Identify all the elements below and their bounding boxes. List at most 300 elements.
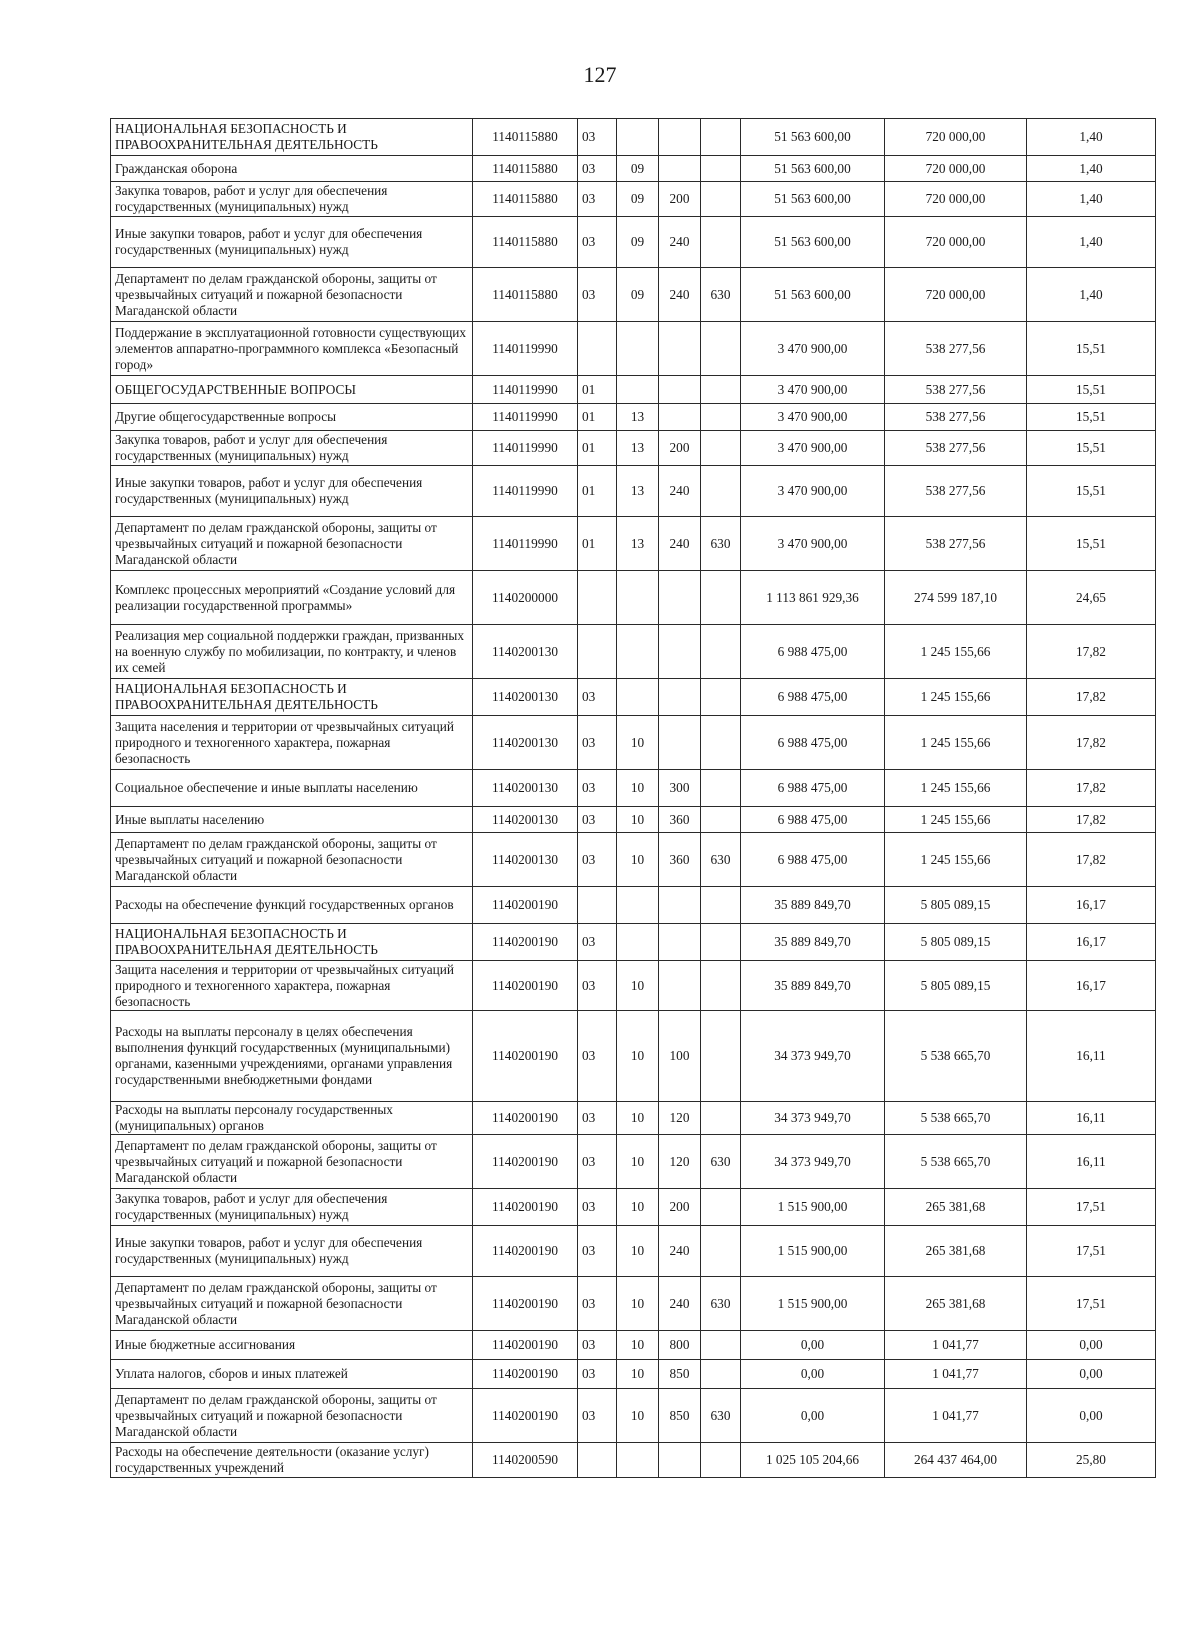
row-name: Департамент по делам гражданской обороны, защиты от чрезвычайных ситуаций и пожарной безопасности Магаданской области — [111, 517, 473, 571]
subsection-code: 10 — [617, 1277, 659, 1331]
actual-amount: 1 245 155,66 — [885, 679, 1027, 716]
expense-type-code: 200 — [659, 182, 701, 217]
row-name: Иные бюджетные ассигнования — [111, 1331, 473, 1360]
target-article-code: 1140200130 — [473, 807, 578, 833]
planned-amount: 35 889 849,70 — [741, 887, 885, 924]
planned-amount: 0,00 — [741, 1331, 885, 1360]
actual-amount: 538 277,56 — [885, 376, 1027, 404]
subsection-code: 10 — [617, 833, 659, 887]
row-name: Гражданская оборона — [111, 156, 473, 182]
row-name: Закупка товаров, работ и услуг для обеспечения государственных (муниципальных) нужд — [111, 182, 473, 217]
row-name: НАЦИОНАЛЬНАЯ БЕЗОПАСНОСТЬ И ПРАВООХРАНИТЕЛЬНАЯ ДЕЯТЕЛЬНОСТЬ — [111, 679, 473, 716]
department-code — [701, 466, 741, 517]
actual-amount: 1 245 155,66 — [885, 807, 1027, 833]
section-code — [578, 1443, 617, 1478]
row-name: ОБЩЕГОСУДАРСТВЕННЫЕ ВОПРОСЫ — [111, 376, 473, 404]
planned-amount: 35 889 849,70 — [741, 924, 885, 961]
actual-amount: 265 381,68 — [885, 1277, 1027, 1331]
actual-amount: 1 245 155,66 — [885, 833, 1027, 887]
planned-amount: 3 470 900,00 — [741, 376, 885, 404]
planned-amount: 3 470 900,00 — [741, 404, 885, 431]
planned-amount: 6 988 475,00 — [741, 833, 885, 887]
department-code: 630 — [701, 517, 741, 571]
subsection-code: 10 — [617, 1135, 659, 1189]
table-row — [111, 466, 1156, 517]
subsection-code: 10 — [617, 1102, 659, 1135]
planned-amount: 51 563 600,00 — [741, 268, 885, 322]
subsection-code — [617, 571, 659, 625]
target-article-code: 1140200190 — [473, 1011, 578, 1102]
department-code — [701, 807, 741, 833]
planned-amount: 6 988 475,00 — [741, 625, 885, 679]
actual-amount: 720 000,00 — [885, 156, 1027, 182]
subsection-code: 10 — [617, 1360, 659, 1389]
expense-type-code: 240 — [659, 1226, 701, 1277]
execution-percent: 17,82 — [1027, 625, 1156, 679]
actual-amount: 264 437 464,00 — [885, 1443, 1027, 1478]
section-code: 03 — [578, 268, 617, 322]
actual-amount: 720 000,00 — [885, 268, 1027, 322]
table-row — [111, 119, 1156, 156]
subsection-code — [617, 924, 659, 961]
actual-amount: 720 000,00 — [885, 119, 1027, 156]
expense-type-code — [659, 156, 701, 182]
table-row — [111, 716, 1156, 770]
subsection-code — [617, 625, 659, 679]
target-article-code: 1140119990 — [473, 431, 578, 466]
actual-amount: 5 805 089,15 — [885, 924, 1027, 961]
target-article-code: 1140115880 — [473, 156, 578, 182]
execution-percent: 25,80 — [1027, 1443, 1156, 1478]
target-article-code: 1140119990 — [473, 466, 578, 517]
section-code: 03 — [578, 924, 617, 961]
table-row — [111, 404, 1156, 431]
section-code: 03 — [578, 1360, 617, 1389]
section-code: 03 — [578, 1389, 617, 1443]
target-article-code: 1140200190 — [473, 1226, 578, 1277]
section-code: 03 — [578, 833, 617, 887]
section-code: 01 — [578, 517, 617, 571]
subsection-code: 13 — [617, 466, 659, 517]
target-article-code: 1140115880 — [473, 182, 578, 217]
table-row — [111, 833, 1156, 887]
target-article-code: 1140200190 — [473, 1189, 578, 1226]
planned-amount: 3 470 900,00 — [741, 322, 885, 376]
planned-amount: 6 988 475,00 — [741, 770, 885, 807]
execution-percent: 16,17 — [1027, 887, 1156, 924]
row-name: Поддержание в эксплуатационной готовности существующих элементов аппаратно-программного комплекса «Безопасный город» — [111, 322, 473, 376]
actual-amount: 5 538 665,70 — [885, 1102, 1027, 1135]
table-row — [111, 1389, 1156, 1443]
section-code: 03 — [578, 807, 617, 833]
subsection-code: 13 — [617, 517, 659, 571]
section-code — [578, 322, 617, 376]
table-row — [111, 1277, 1156, 1331]
table-row — [111, 1011, 1156, 1102]
department-code — [701, 1360, 741, 1389]
target-article-code: 1140200190 — [473, 1360, 578, 1389]
table-row — [111, 268, 1156, 322]
department-code — [701, 924, 741, 961]
actual-amount: 1 041,77 — [885, 1389, 1027, 1443]
expense-type-code — [659, 625, 701, 679]
target-article-code: 1140200130 — [473, 716, 578, 770]
department-code — [701, 1226, 741, 1277]
expense-type-code: 240 — [659, 217, 701, 268]
planned-amount: 1 515 900,00 — [741, 1189, 885, 1226]
subsection-code — [617, 322, 659, 376]
row-name: Реализация мер социальной поддержки граждан, призванных на военную службу по мобилизации, по контракту, и членов их семей — [111, 625, 473, 679]
planned-amount: 0,00 — [741, 1389, 885, 1443]
section-code: 01 — [578, 466, 617, 517]
row-name: Расходы на обеспечение функций государственных органов — [111, 887, 473, 924]
subsection-code — [617, 119, 659, 156]
expense-type-code: 240 — [659, 1277, 701, 1331]
target-article-code: 1140200190 — [473, 1389, 578, 1443]
target-article-code: 1140115880 — [473, 119, 578, 156]
planned-amount: 3 470 900,00 — [741, 431, 885, 466]
actual-amount: 1 041,77 — [885, 1331, 1027, 1360]
execution-percent: 17,82 — [1027, 716, 1156, 770]
execution-percent: 1,40 — [1027, 217, 1156, 268]
target-article-code: 1140200130 — [473, 625, 578, 679]
table-row — [111, 1189, 1156, 1226]
subsection-code — [617, 1443, 659, 1478]
expense-type-code: 100 — [659, 1011, 701, 1102]
execution-percent: 17,51 — [1027, 1226, 1156, 1277]
row-name: Иные закупки товаров, работ и услуг для обеспечения государственных (муниципальных) нужд — [111, 217, 473, 268]
department-code — [701, 156, 741, 182]
department-code: 630 — [701, 1277, 741, 1331]
actual-amount: 538 277,56 — [885, 404, 1027, 431]
target-article-code: 1140119990 — [473, 322, 578, 376]
planned-amount: 3 470 900,00 — [741, 517, 885, 571]
execution-percent: 24,65 — [1027, 571, 1156, 625]
actual-amount: 1 245 155,66 — [885, 770, 1027, 807]
actual-amount: 5 538 665,70 — [885, 1011, 1027, 1102]
row-name: Защита населения и территории от чрезвычайных ситуаций природного и техногенного характера, пожарная безопасность — [111, 716, 473, 770]
department-code — [701, 887, 741, 924]
execution-percent: 1,40 — [1027, 156, 1156, 182]
target-article-code: 1140200190 — [473, 961, 578, 1011]
row-name: Защита населения и территории от чрезвычайных ситуаций природного и техногенного характера, пожарная безопасность — [111, 961, 473, 1011]
execution-percent: 0,00 — [1027, 1360, 1156, 1389]
target-article-code: 1140200130 — [473, 679, 578, 716]
subsection-code — [617, 887, 659, 924]
subsection-code: 10 — [617, 1331, 659, 1360]
department-code — [701, 1443, 741, 1478]
row-name: Иные закупки товаров, работ и услуг для обеспечения государственных (муниципальных) нужд — [111, 1226, 473, 1277]
department-code — [701, 716, 741, 770]
target-article-code: 1140200190 — [473, 1331, 578, 1360]
row-name: Расходы на обеспечение деятельности (оказание услуг) государственных учреждений — [111, 1443, 473, 1478]
expense-type-code — [659, 119, 701, 156]
table-row — [111, 431, 1156, 466]
planned-amount: 35 889 849,70 — [741, 961, 885, 1011]
table-row — [111, 322, 1156, 376]
expense-type-code: 200 — [659, 431, 701, 466]
actual-amount: 720 000,00 — [885, 217, 1027, 268]
actual-amount: 720 000,00 — [885, 182, 1027, 217]
subsection-code: 09 — [617, 156, 659, 182]
execution-percent: 0,00 — [1027, 1331, 1156, 1360]
execution-percent: 15,51 — [1027, 431, 1156, 466]
table-row — [111, 625, 1156, 679]
row-name: Департамент по делам гражданской обороны, защиты от чрезвычайных ситуаций и пожарной безопасности Магаданской области — [111, 268, 473, 322]
table-row — [111, 770, 1156, 807]
expense-type-code: 120 — [659, 1102, 701, 1135]
table-row — [111, 517, 1156, 571]
row-name: Департамент по делам гражданской обороны, защиты от чрезвычайных ситуаций и пожарной безопасности Магаданской области — [111, 833, 473, 887]
expense-type-code: 240 — [659, 466, 701, 517]
department-code — [701, 1331, 741, 1360]
planned-amount: 51 563 600,00 — [741, 182, 885, 217]
expense-type-code — [659, 571, 701, 625]
subsection-code: 13 — [617, 431, 659, 466]
department-code — [701, 1189, 741, 1226]
subsection-code: 10 — [617, 1011, 659, 1102]
subsection-code: 09 — [617, 182, 659, 217]
actual-amount: 5 805 089,15 — [885, 961, 1027, 1011]
table-row — [111, 961, 1156, 1011]
expense-type-code — [659, 679, 701, 716]
target-article-code: 1140200130 — [473, 833, 578, 887]
expense-type-code: 850 — [659, 1389, 701, 1443]
section-code: 01 — [578, 404, 617, 431]
actual-amount: 1 245 155,66 — [885, 625, 1027, 679]
section-code: 03 — [578, 156, 617, 182]
target-article-code: 1140200130 — [473, 770, 578, 807]
section-code: 03 — [578, 1277, 617, 1331]
planned-amount: 6 988 475,00 — [741, 716, 885, 770]
expense-type-code — [659, 924, 701, 961]
actual-amount: 538 277,56 — [885, 431, 1027, 466]
subsection-code: 10 — [617, 961, 659, 1011]
row-name: Закупка товаров, работ и услуг для обеспечения государственных (муниципальных) нужд — [111, 431, 473, 466]
department-code: 630 — [701, 1389, 741, 1443]
row-name: Департамент по делам гражданской обороны, защиты от чрезвычайных ситуаций и пожарной безопасности Магаданской области — [111, 1277, 473, 1331]
target-article-code: 1140200190 — [473, 1277, 578, 1331]
execution-percent: 1,40 — [1027, 268, 1156, 322]
department-code — [701, 217, 741, 268]
execution-percent: 17,82 — [1027, 807, 1156, 833]
section-code: 03 — [578, 1102, 617, 1135]
execution-percent: 1,40 — [1027, 119, 1156, 156]
department-code — [701, 404, 741, 431]
section-code: 03 — [578, 119, 617, 156]
execution-percent: 15,51 — [1027, 322, 1156, 376]
planned-amount: 51 563 600,00 — [741, 156, 885, 182]
section-code: 03 — [578, 217, 617, 268]
actual-amount: 5 538 665,70 — [885, 1135, 1027, 1189]
expense-type-code: 120 — [659, 1135, 701, 1189]
target-article-code: 1140200190 — [473, 1102, 578, 1135]
table-row — [111, 924, 1156, 961]
expense-type-code — [659, 404, 701, 431]
department-code — [701, 182, 741, 217]
section-code: 01 — [578, 376, 617, 404]
section-code: 03 — [578, 961, 617, 1011]
section-code: 03 — [578, 1331, 617, 1360]
actual-amount: 265 381,68 — [885, 1226, 1027, 1277]
subsection-code: 10 — [617, 807, 659, 833]
department-code — [701, 119, 741, 156]
target-article-code: 1140200000 — [473, 571, 578, 625]
row-name: Закупка товаров, работ и услуг для обеспечения государственных (муниципальных) нужд — [111, 1189, 473, 1226]
table-row — [111, 887, 1156, 924]
table-row — [111, 1331, 1156, 1360]
target-article-code: 1140200190 — [473, 887, 578, 924]
target-article-code: 1140119990 — [473, 404, 578, 431]
actual-amount: 538 277,56 — [885, 517, 1027, 571]
expense-type-code — [659, 887, 701, 924]
planned-amount: 1 515 900,00 — [741, 1277, 885, 1331]
department-code — [701, 961, 741, 1011]
department-code — [701, 1011, 741, 1102]
expense-type-code: 200 — [659, 1189, 701, 1226]
actual-amount: 265 381,68 — [885, 1189, 1027, 1226]
row-name: Иные выплаты населению — [111, 807, 473, 833]
table-row — [111, 217, 1156, 268]
planned-amount: 6 988 475,00 — [741, 679, 885, 716]
department-code — [701, 322, 741, 376]
section-code: 03 — [578, 1135, 617, 1189]
section-code: 03 — [578, 1226, 617, 1277]
target-article-code: 1140200590 — [473, 1443, 578, 1478]
target-article-code: 1140200190 — [473, 1135, 578, 1189]
row-name: Расходы на выплаты персоналу в целях обеспечения выполнения функций государственных (муниципальными) органами, казенными учреждениями, органами управления государственными внебюджетными фондами — [111, 1011, 473, 1102]
execution-percent: 16,17 — [1027, 924, 1156, 961]
subsection-code: 10 — [617, 1389, 659, 1443]
table-row — [111, 1443, 1156, 1478]
expense-type-code — [659, 961, 701, 1011]
execution-percent: 17,51 — [1027, 1189, 1156, 1226]
execution-percent: 16,11 — [1027, 1011, 1156, 1102]
target-article-code: 1140119990 — [473, 517, 578, 571]
table-row — [111, 376, 1156, 404]
expense-type-code: 850 — [659, 1360, 701, 1389]
target-article-code: 1140115880 — [473, 268, 578, 322]
row-name: Иные закупки товаров, работ и услуг для обеспечения государственных (муниципальных) нужд — [111, 466, 473, 517]
actual-amount: 538 277,56 — [885, 466, 1027, 517]
planned-amount: 3 470 900,00 — [741, 466, 885, 517]
target-article-code: 1140119990 — [473, 376, 578, 404]
planned-amount: 1 515 900,00 — [741, 1226, 885, 1277]
row-name: НАЦИОНАЛЬНАЯ БЕЗОПАСНОСТЬ И ПРАВООХРАНИТЕЛЬНАЯ ДЕЯТЕЛЬНОСТЬ — [111, 119, 473, 156]
execution-percent: 16,11 — [1027, 1135, 1156, 1189]
planned-amount: 34 373 949,70 — [741, 1135, 885, 1189]
subsection-code: 13 — [617, 404, 659, 431]
execution-percent: 15,51 — [1027, 517, 1156, 571]
execution-percent: 17,51 — [1027, 1277, 1156, 1331]
section-code — [578, 625, 617, 679]
planned-amount: 51 563 600,00 — [741, 119, 885, 156]
execution-percent: 1,40 — [1027, 182, 1156, 217]
actual-amount: 274 599 187,10 — [885, 571, 1027, 625]
section-code: 03 — [578, 770, 617, 807]
table-row — [111, 182, 1156, 217]
planned-amount: 6 988 475,00 — [741, 807, 885, 833]
row-name: Департамент по делам гражданской обороны, защиты от чрезвычайных ситуаций и пожарной безопасности Магаданской области — [111, 1389, 473, 1443]
execution-percent: 17,82 — [1027, 770, 1156, 807]
planned-amount: 1 025 105 204,66 — [741, 1443, 885, 1478]
department-code — [701, 625, 741, 679]
row-name: Социальное обеспечение и иные выплаты населению — [111, 770, 473, 807]
section-code: 03 — [578, 182, 617, 217]
section-code: 03 — [578, 1011, 617, 1102]
execution-percent: 17,82 — [1027, 833, 1156, 887]
table-row — [111, 1360, 1156, 1389]
execution-percent: 15,51 — [1027, 466, 1156, 517]
department-code — [701, 679, 741, 716]
expense-type-code: 240 — [659, 517, 701, 571]
section-code: 03 — [578, 1189, 617, 1226]
subsection-code: 10 — [617, 1189, 659, 1226]
actual-amount: 1 245 155,66 — [885, 716, 1027, 770]
subsection-code: 10 — [617, 1226, 659, 1277]
planned-amount: 1 113 861 929,36 — [741, 571, 885, 625]
section-code: 01 — [578, 431, 617, 466]
section-code: 03 — [578, 679, 617, 716]
execution-percent: 16,11 — [1027, 1102, 1156, 1135]
planned-amount: 34 373 949,70 — [741, 1102, 885, 1135]
subsection-code: 09 — [617, 217, 659, 268]
subsection-code — [617, 679, 659, 716]
execution-percent: 15,51 — [1027, 404, 1156, 431]
target-article-code: 1140200190 — [473, 924, 578, 961]
row-name: Комплекс процессных мероприятий «Создание условий для реализации государственной программы» — [111, 571, 473, 625]
actual-amount: 5 805 089,15 — [885, 887, 1027, 924]
department-code: 630 — [701, 268, 741, 322]
subsection-code: 10 — [617, 770, 659, 807]
planned-amount: 0,00 — [741, 1360, 885, 1389]
expense-type-code: 360 — [659, 833, 701, 887]
table-row — [111, 679, 1156, 716]
actual-amount: 1 041,77 — [885, 1360, 1027, 1389]
subsection-code: 10 — [617, 716, 659, 770]
table-row — [111, 1226, 1156, 1277]
subsection-code — [617, 376, 659, 404]
actual-amount: 538 277,56 — [885, 322, 1027, 376]
expense-type-code — [659, 1443, 701, 1478]
table-row — [111, 571, 1156, 625]
row-name: Расходы на выплаты персоналу государственных (муниципальных) органов — [111, 1102, 473, 1135]
page-number: 127 — [583, 62, 617, 87]
section-code — [578, 571, 617, 625]
department-code — [701, 770, 741, 807]
expense-type-code: 300 — [659, 770, 701, 807]
planned-amount: 51 563 600,00 — [741, 217, 885, 268]
table-body — [111, 119, 1156, 1478]
section-code: 03 — [578, 716, 617, 770]
planned-amount: 34 373 949,70 — [741, 1011, 885, 1102]
target-article-code: 1140115880 — [473, 217, 578, 268]
department-code: 630 — [701, 1135, 741, 1189]
expense-type-code — [659, 322, 701, 376]
department-code: 630 — [701, 833, 741, 887]
expense-type-code — [659, 376, 701, 404]
table-row — [111, 807, 1156, 833]
department-code — [701, 571, 741, 625]
execution-percent: 15,51 — [1027, 376, 1156, 404]
execution-percent: 17,82 — [1027, 679, 1156, 716]
execution-percent: 0,00 — [1027, 1389, 1156, 1443]
row-name: НАЦИОНАЛЬНАЯ БЕЗОПАСНОСТЬ И ПРАВООХРАНИТЕЛЬНАЯ ДЕЯТЕЛЬНОСТЬ — [111, 924, 473, 961]
execution-percent: 16,17 — [1027, 961, 1156, 1011]
expense-type-code: 360 — [659, 807, 701, 833]
row-name: Департамент по делам гражданской обороны, защиты от чрезвычайных ситуаций и пожарной безопасности Магаданской области — [111, 1135, 473, 1189]
department-code — [701, 1102, 741, 1135]
